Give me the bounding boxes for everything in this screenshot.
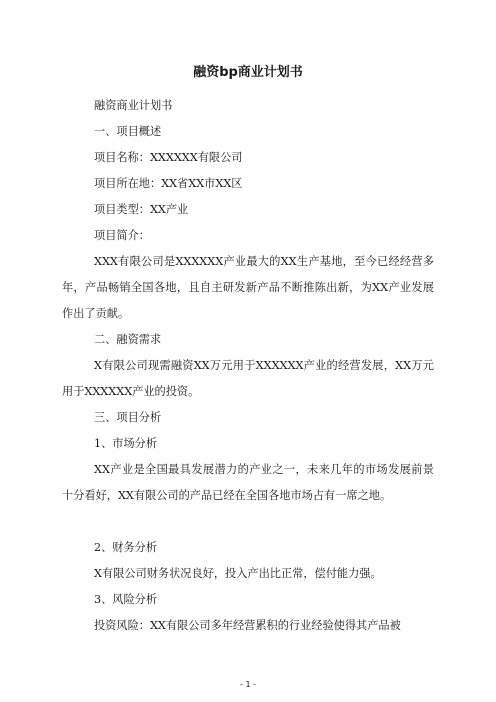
market-analysis-paragraph: XX产业是全国最具发展潜力的产业之一，未来几年的市场发展前景十分看好，XX有限公司的产品已经在全国各地市场占有一席之地。 (62, 463, 434, 503)
financial-analysis-line: X有限公司财务状况良好，投入产出比正常，偿付能力强。 (94, 567, 382, 580)
risk-analysis-heading: 3、风险分析 (94, 593, 158, 606)
project-intro-label: 项目简介： (94, 229, 150, 242)
financing-paragraph: X有限公司现需融资XX万元用于XXXXXX产业的经营发展，XX万元用于XXXXXX产业的投资。 (62, 359, 434, 399)
project-location-line: 项目所在地：XX省XX市XX区 (94, 177, 243, 190)
project-type-line: 项目类型：XX产业 (94, 203, 189, 216)
page-number: - 1 - (240, 680, 256, 689)
project-intro-paragraph: XXX有限公司是XXXXXX产业最大的XX生产基地，至今已经经营多年，产品畅销全国各地，且自主研发新产品不断推陈出新，为XX产业发展作出了贡献。 (62, 255, 434, 321)
market-analysis-heading: 1、市场分析 (94, 437, 158, 450)
section-heading-financing: 二、融资需求 (94, 333, 162, 346)
subtitle-line: 融资商业计划书 (94, 99, 173, 112)
financial-analysis-heading: 2、财务分析 (94, 541, 158, 554)
document-title: 融资bp商业计划书 (193, 65, 303, 80)
section-heading-overview: 一、项目概述 (94, 125, 162, 138)
section-heading-analysis: 三、项目分析 (94, 411, 162, 424)
project-name-line: 项目名称：XXXXXX有限公司 (94, 151, 243, 164)
investment-risk-line: 投资风险：XX有限公司多年经营累积的行业经验使得其产品被 (94, 619, 401, 632)
